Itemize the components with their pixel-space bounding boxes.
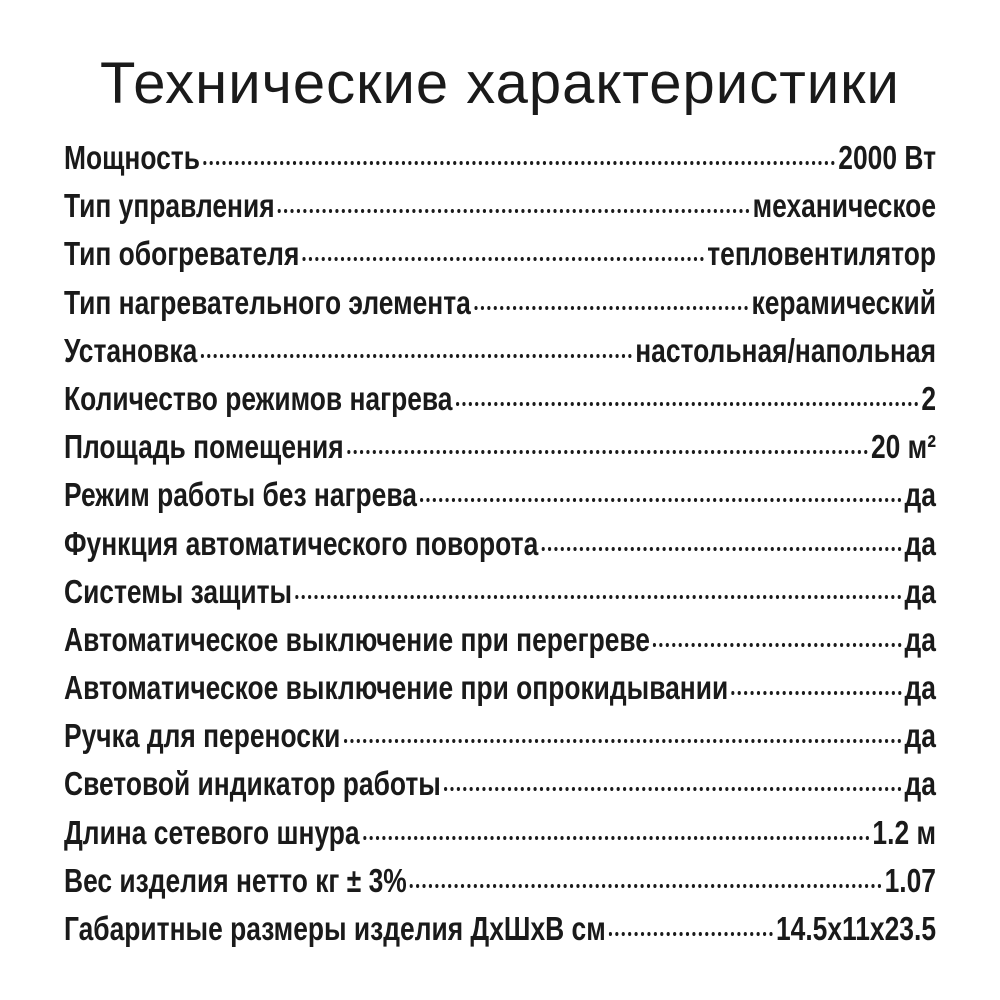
spec-row	[64, 329, 936, 377]
spec-row	[64, 618, 936, 666]
spec-value: да	[904, 476, 936, 514]
spec-label: Тип обогревателя	[64, 235, 300, 273]
spec-label: Вес изделия нетто кг ± 3%	[64, 861, 407, 899]
spec-value: 1.07	[884, 861, 936, 899]
spec-value: 14.5x11x23.5	[775, 910, 936, 947]
spec-row	[64, 425, 936, 473]
spec-row	[64, 907, 936, 955]
spec-label: Количество режимов нагрева	[64, 379, 453, 417]
spec-value: тепловентилятор	[707, 235, 936, 273]
spec-row	[64, 184, 936, 232]
spec-value: да	[904, 669, 936, 707]
dot-leader	[363, 811, 869, 844]
spec-value: настольная/напольная	[635, 331, 936, 369]
dot-leader	[444, 762, 901, 795]
spec-label: Тип управления	[64, 187, 275, 225]
spec-label: Автоматическое выключение при перегреве	[64, 620, 650, 658]
dot-leader	[278, 184, 750, 217]
spec-label: Автоматическое выключение при опрокидывании	[64, 669, 729, 707]
spec-row	[64, 811, 936, 859]
spec-label: Тип нагревательного элемента	[64, 283, 471, 321]
spec-value: 1.2 м	[872, 813, 936, 851]
spec-label: Световой индикатор работы	[64, 765, 441, 803]
spec-value: да	[904, 524, 936, 562]
spec-row	[64, 232, 936, 280]
spec-label: Ручка для переноски	[64, 717, 341, 755]
spec-row	[64, 666, 936, 714]
spec-row	[64, 377, 936, 425]
dot-leader	[653, 618, 901, 651]
spec-value: механическое	[752, 187, 936, 225]
spec-label: Режим работы без нагрева	[64, 476, 417, 514]
spec-list	[64, 136, 936, 955]
spec-value: керамический	[751, 283, 936, 321]
spec-row	[64, 281, 936, 329]
spec-row	[64, 570, 936, 618]
dot-leader	[344, 714, 902, 747]
spec-value: да	[904, 765, 936, 803]
spec-label: Площадь помещения	[64, 428, 344, 466]
spec-label: Системы защиты	[64, 572, 293, 610]
dot-leader	[200, 329, 632, 362]
spec-row	[64, 762, 936, 810]
spec-row	[64, 522, 936, 570]
dot-leader	[410, 859, 881, 892]
spec-value: да	[904, 620, 936, 658]
dot-leader	[541, 522, 901, 555]
dot-leader	[609, 907, 773, 940]
spec-value: да	[904, 717, 936, 755]
spec-value: 20 м²	[870, 428, 936, 466]
spec-value: да	[904, 572, 936, 610]
spec-label: Габаритные размеры изделия ДхШхВ см	[64, 910, 606, 947]
page-title: Технические характеристики	[100, 51, 900, 116]
dot-leader	[731, 666, 901, 699]
spec-label: Длина сетевого шнура	[64, 813, 360, 851]
spec-label: Установка	[64, 331, 198, 369]
dot-leader	[474, 281, 748, 314]
dot-leader	[303, 232, 704, 265]
spec-value: 2	[921, 379, 936, 417]
dot-leader	[420, 473, 901, 506]
spec-row	[64, 473, 936, 521]
spec-row	[64, 859, 936, 907]
spec-label: Функция автоматического поворота	[64, 524, 539, 562]
dot-leader	[456, 377, 918, 410]
dot-leader	[203, 136, 835, 169]
spec-label: Мощность	[64, 139, 200, 176]
spec-row	[64, 714, 936, 762]
dot-leader	[347, 425, 868, 458]
dot-leader	[295, 570, 901, 603]
spec-value: 2000 Вт	[838, 139, 936, 176]
spec-row	[64, 136, 936, 184]
